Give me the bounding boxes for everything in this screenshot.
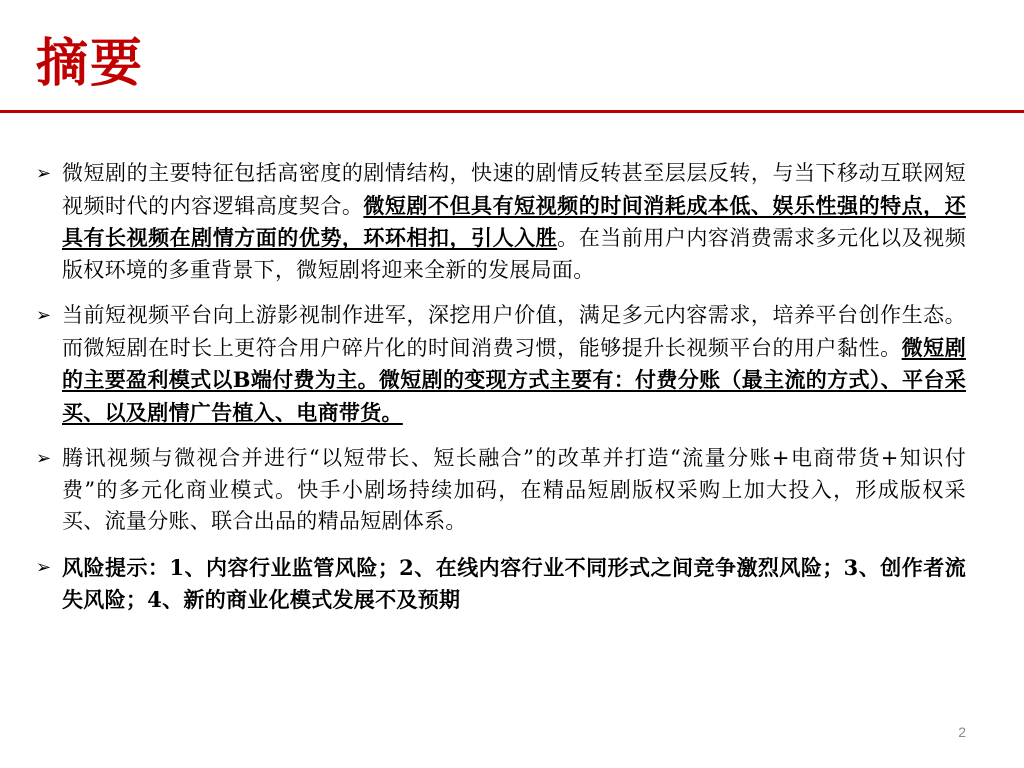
right-arrowhead-icon: ➢ [36, 556, 52, 578]
bullet-emphasis: 微短剧的主要盈利模式以B端付费为主。微短剧的变现方式主要有：付费分账（最主流的方式）、平台采买、以及剧情广告植入、电商带货。 [62, 334, 966, 425]
risk-warning-text: 风险提示：1、内容行业监管风险；2、在线内容行业不同形式之间竞争激烈风险；3、创作者流失风险；4、新的商业化模式发展不及预期 [62, 554, 966, 612]
bullet-emphasis: 微短剧不但具有短视频的时间消耗成本低、娱乐性强的特点，还具有长视频在剧情方面的优势，环环相扣，引人入胜 [62, 192, 966, 250]
right-arrowhead-icon: ➢ [36, 448, 52, 469]
page-number: 2 [958, 724, 966, 740]
bullet-item-risk [36, 552, 966, 617]
bullet-item-3 [36, 443, 966, 538]
bullet-text: 微短剧的主要特征包括高密度的剧情结构，快速的剧情反转甚至层层反转，与当下移动互联网短视频时代的内容逻辑高度契合。 [62, 161, 966, 218]
bullet-text: 腾讯视频与微视合并进行“以短带长、短长融合”的改革并打造“流量分账+电商带货+知识付费”的多元化商业模式。快手小剧场持续加码，在精品短剧版权采购上加大投入，形成版权采买、流量分账、联合出品的精品短剧体系。 [62, 446, 966, 533]
summary-bullet-list [36, 158, 966, 631]
bullet-item-1 [36, 158, 966, 286]
bullet-item-2 [36, 300, 966, 429]
slide-title: 摘要 [36, 33, 145, 94]
right-arrowhead-icon: ➢ [36, 305, 52, 326]
bullet-text-continued: 。在当前用户内容消费需求多元化以及视频版权环境的多重背景下，微短剧将迎来全新的发展局面。 [62, 226, 966, 282]
bullet-text: 当前短视频平台向上游影视制作进军，深挖用户价值，满足多元内容需求，培养平台创作生态。而微短剧在时长上更符合用户碎片化的时间消费习惯，能够提升长视频平台的用户黏性。 [62, 303, 966, 360]
right-arrowhead-icon: ➢ [36, 163, 52, 184]
title-divider [0, 110, 1024, 113]
